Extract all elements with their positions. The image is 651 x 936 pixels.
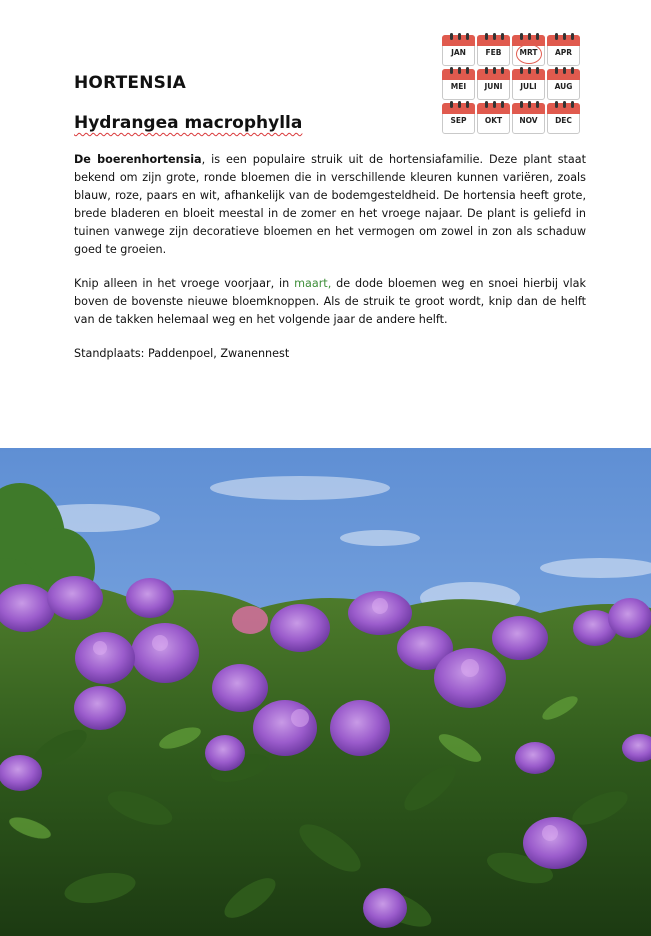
calendar-ring xyxy=(555,101,558,108)
month-label: JAN xyxy=(451,48,466,57)
calendar-ring xyxy=(450,67,453,74)
location-line: Standplaats: Paddenpoel, Zwanennest xyxy=(74,347,290,360)
month-label: JUNI xyxy=(484,82,503,91)
pruning-text-end: de dode bloemen weg en snoei hierbij vlak boven de bovenste nieuwe bloemknoppen. Als de struik te groot wordt, knip dan de helft van de takken helemaal weg en het volgende jaar de andere helft. xyxy=(74,277,586,326)
calendar-ring xyxy=(571,33,574,40)
calendar-ring xyxy=(520,101,523,108)
calendar-ring xyxy=(536,33,539,40)
month-jan xyxy=(442,35,475,66)
month-label: FEB xyxy=(485,48,502,57)
calendar-ring xyxy=(528,101,531,108)
page-title: HORTENSIA xyxy=(74,73,186,93)
month-nov xyxy=(512,103,545,134)
month-dec xyxy=(547,103,580,134)
calendar-ring xyxy=(571,67,574,74)
month-juli xyxy=(512,69,545,100)
calendar-ring xyxy=(493,33,496,40)
month-label: AUG xyxy=(554,82,573,91)
calendar-ring xyxy=(528,67,531,74)
calendar-ring xyxy=(536,101,539,108)
calendar-ring xyxy=(563,101,566,108)
pruning-text-start: Knip alleen in het vroege voorjaar, in xyxy=(74,277,295,290)
paragraph-description xyxy=(74,151,586,259)
month-label: MRT xyxy=(519,48,538,57)
calendar-ring xyxy=(501,67,504,74)
calendar-ring xyxy=(501,33,504,40)
month-apr xyxy=(547,35,580,66)
month-calendar xyxy=(442,35,580,134)
calendar-ring xyxy=(485,67,488,74)
pink-flower xyxy=(232,606,268,634)
month-mrt xyxy=(512,35,545,66)
description xyxy=(74,151,586,379)
calendar-ring xyxy=(493,101,496,108)
calendar-ring xyxy=(563,67,566,74)
calendar-ring xyxy=(555,67,558,74)
calendar-ring xyxy=(501,101,504,108)
month-label: OKT xyxy=(484,116,503,125)
calendar-ring xyxy=(563,33,566,40)
pruning-month: maart, xyxy=(294,277,332,290)
bold-lead: De boerenhortensia xyxy=(74,153,202,166)
month-label: JULI xyxy=(520,82,537,91)
calendar-ring xyxy=(466,67,469,74)
month-label: APR xyxy=(554,48,573,57)
plant-photo xyxy=(0,448,651,936)
latin-name: Hydrangea macrophylla xyxy=(74,113,303,133)
calendar-ring xyxy=(466,101,469,108)
month-juni xyxy=(477,69,510,100)
photo-illustration xyxy=(0,448,651,936)
month-label: MEI xyxy=(450,82,467,91)
month-okt xyxy=(477,103,510,134)
month-label: SEP xyxy=(450,116,467,125)
calendar-ring xyxy=(536,67,539,74)
calendar-ring xyxy=(458,33,461,40)
calendar-ring xyxy=(450,33,453,40)
month-sep xyxy=(442,103,475,134)
calendar-ring xyxy=(528,33,531,40)
calendar-ring xyxy=(458,67,461,74)
month-mei xyxy=(442,69,475,100)
calendar-ring xyxy=(450,101,453,108)
calendar-ring xyxy=(493,67,496,74)
paragraph-pruning xyxy=(74,275,586,329)
calendar-ring xyxy=(485,101,488,108)
month-label: DEC xyxy=(555,116,572,125)
month-feb xyxy=(477,35,510,66)
month-aug xyxy=(547,69,580,100)
calendar-ring xyxy=(571,101,574,108)
description-text: , is een populaire struik uit de hortensiafamilie. Deze plant staat bekend om zijn grote, ronde bloemen die in verschillende kleuren kunnen variëren, zoals blauw, roze, paars en wit, afhankelijk van de bodemgesteldheid. De hortensia heeft grote, brede bladeren en bloeit meestal in de zomer en het vroege najaar. De plant is geliefd in tuinen vanwege zijn decoratieve bloemen en het vermogen om zowel in zon als schaduw goed te groeien. xyxy=(74,153,587,256)
calendar-ring xyxy=(458,101,461,108)
calendar-ring xyxy=(485,33,488,40)
calendar-ring xyxy=(520,67,523,74)
calendar-ring xyxy=(555,33,558,40)
calendar-ring xyxy=(520,33,523,40)
calendar-ring xyxy=(466,33,469,40)
month-label: NOV xyxy=(519,116,538,125)
